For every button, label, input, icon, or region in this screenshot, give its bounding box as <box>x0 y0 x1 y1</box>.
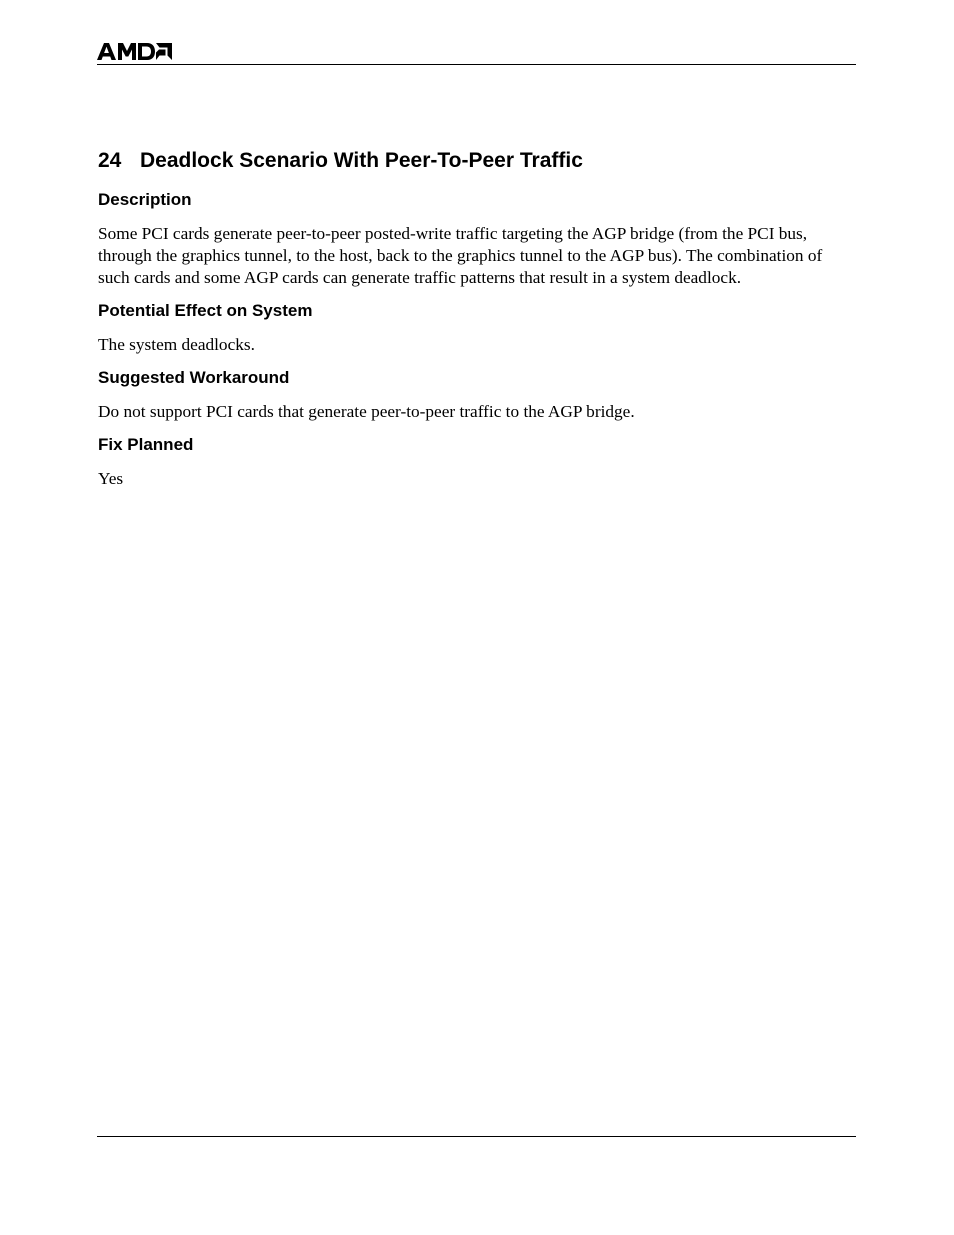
section-number: 24 <box>98 149 122 172</box>
header-rule <box>97 64 856 65</box>
fix-text: Yes <box>98 469 124 488</box>
fix-heading: Fix Planned <box>98 435 194 454</box>
amd-logo <box>97 42 173 61</box>
description-text: Some PCI cards generate peer-to-peer posted-write traffic targeting the AGP bridge (from the PCI bus, through the graphics tunnel, to the host, back to the graphics tunnel to the AGP bus). The combination of such cards and some AGP cards can generate traffic patterns that result in a system deadlock. <box>98 224 823 287</box>
page-content <box>98 146 858 490</box>
workaround-heading: Suggested Workaround <box>98 368 290 387</box>
effect-heading: Potential Effect on System <box>98 301 313 320</box>
effect-text: The system deadlocks. <box>98 335 255 354</box>
section-heading <box>98 146 858 176</box>
description-heading: Description <box>98 190 192 209</box>
footer-rule <box>97 1136 856 1137</box>
section-title: Deadlock Scenario With Peer-To-Peer Traffic <box>140 149 583 172</box>
workaround-text: Do not support PCI cards that generate peer-to-peer traffic to the AGP bridge. <box>98 402 635 421</box>
